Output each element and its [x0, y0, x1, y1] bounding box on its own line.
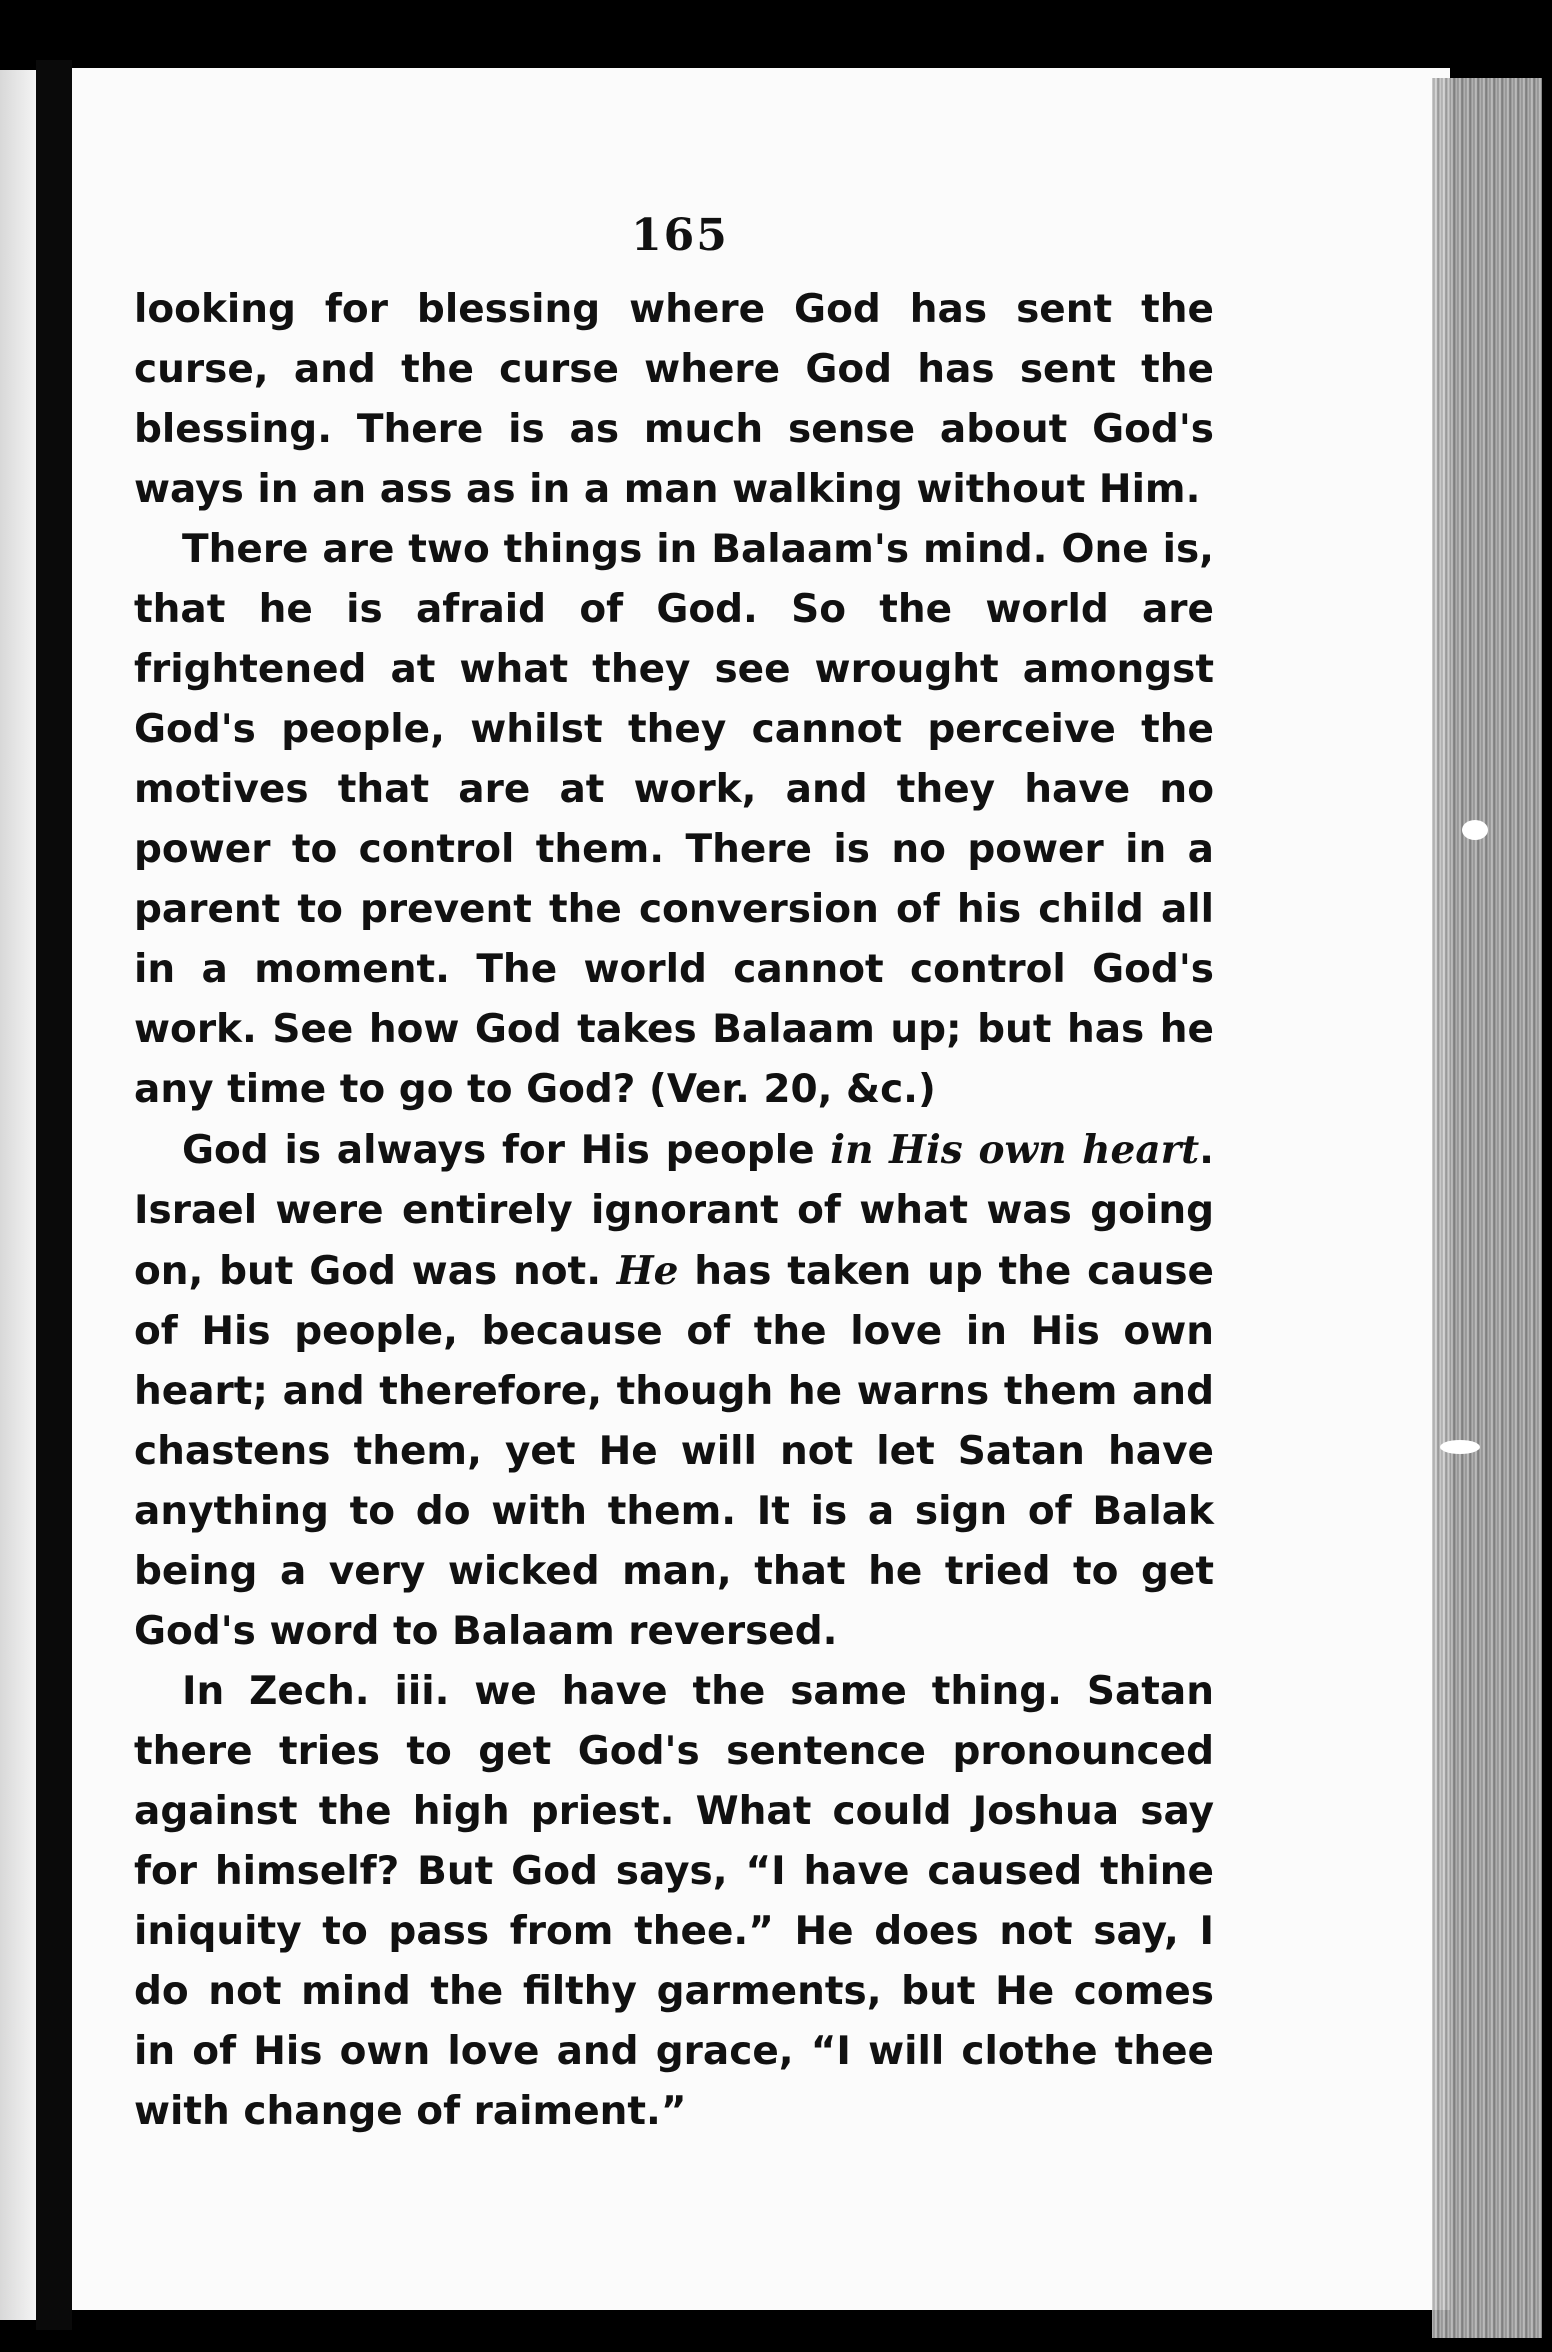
- book-gutter: [36, 60, 72, 2330]
- paragraph: [134, 1662, 1214, 2142]
- page-number: 165: [631, 210, 729, 261]
- body-text: [134, 280, 1214, 2142]
- paragraph-text: God is always for His people: [182, 1128, 831, 1173]
- paragraph: [134, 520, 1214, 1120]
- scan-speck: [1440, 1440, 1480, 1454]
- paragraph-text: . Israel were entirely ignorant of what was going on, but God was not.: [134, 1128, 1214, 1294]
- facing-page-edge: [0, 70, 36, 2320]
- paragraph-text: has taken up the cause of His people, because of the love in His own heart; and therefore, though he warns them and chastens them, yet He will not let Satan have anything to do with them. It is a sign of Balak being a very wicked man, that he tried to get God's word to Balaam reversed.: [134, 1249, 1214, 1654]
- emphasis-text: in His own heart: [830, 1127, 1200, 1173]
- paragraph: [134, 280, 1214, 520]
- paragraph-text: In Zech. iii. we have the same thing. Satan there tries to get God's sentence pronounced against the high priest. What could Joshua say for himself? But God says, “I have caused thine iniquity to pass from thee.” He does not say, I do not mind the filthy garments, but He comes in of His own love and grace, “I will clothe thee with change of raiment.”: [134, 1669, 1214, 2134]
- scan-speck: [1462, 820, 1488, 840]
- paragraph: [134, 1120, 1214, 1662]
- paragraph-text: There are two things in Balaam's mind. One is, that he is afraid of God. So the world are frightened at what they see wrought amongst God's people, whilst they cannot perceive the motives that are at work, and they have no power to control them. There is no power in a parent to prevent the conversion of his child all in a moment. The world cannot control God's work. See how God takes Balaam up; but has he any time to go to God? (Ver. 20, &c.): [134, 527, 1214, 1112]
- paragraph-text: looking for blessing where God has sent the curse, and the curse where God has sent the blessing. There is as much sense about God's ways in an ass as in a man walking without Him.: [134, 287, 1214, 512]
- emphasis-text: He: [616, 1248, 679, 1294]
- page-block-edges: [1432, 78, 1542, 2338]
